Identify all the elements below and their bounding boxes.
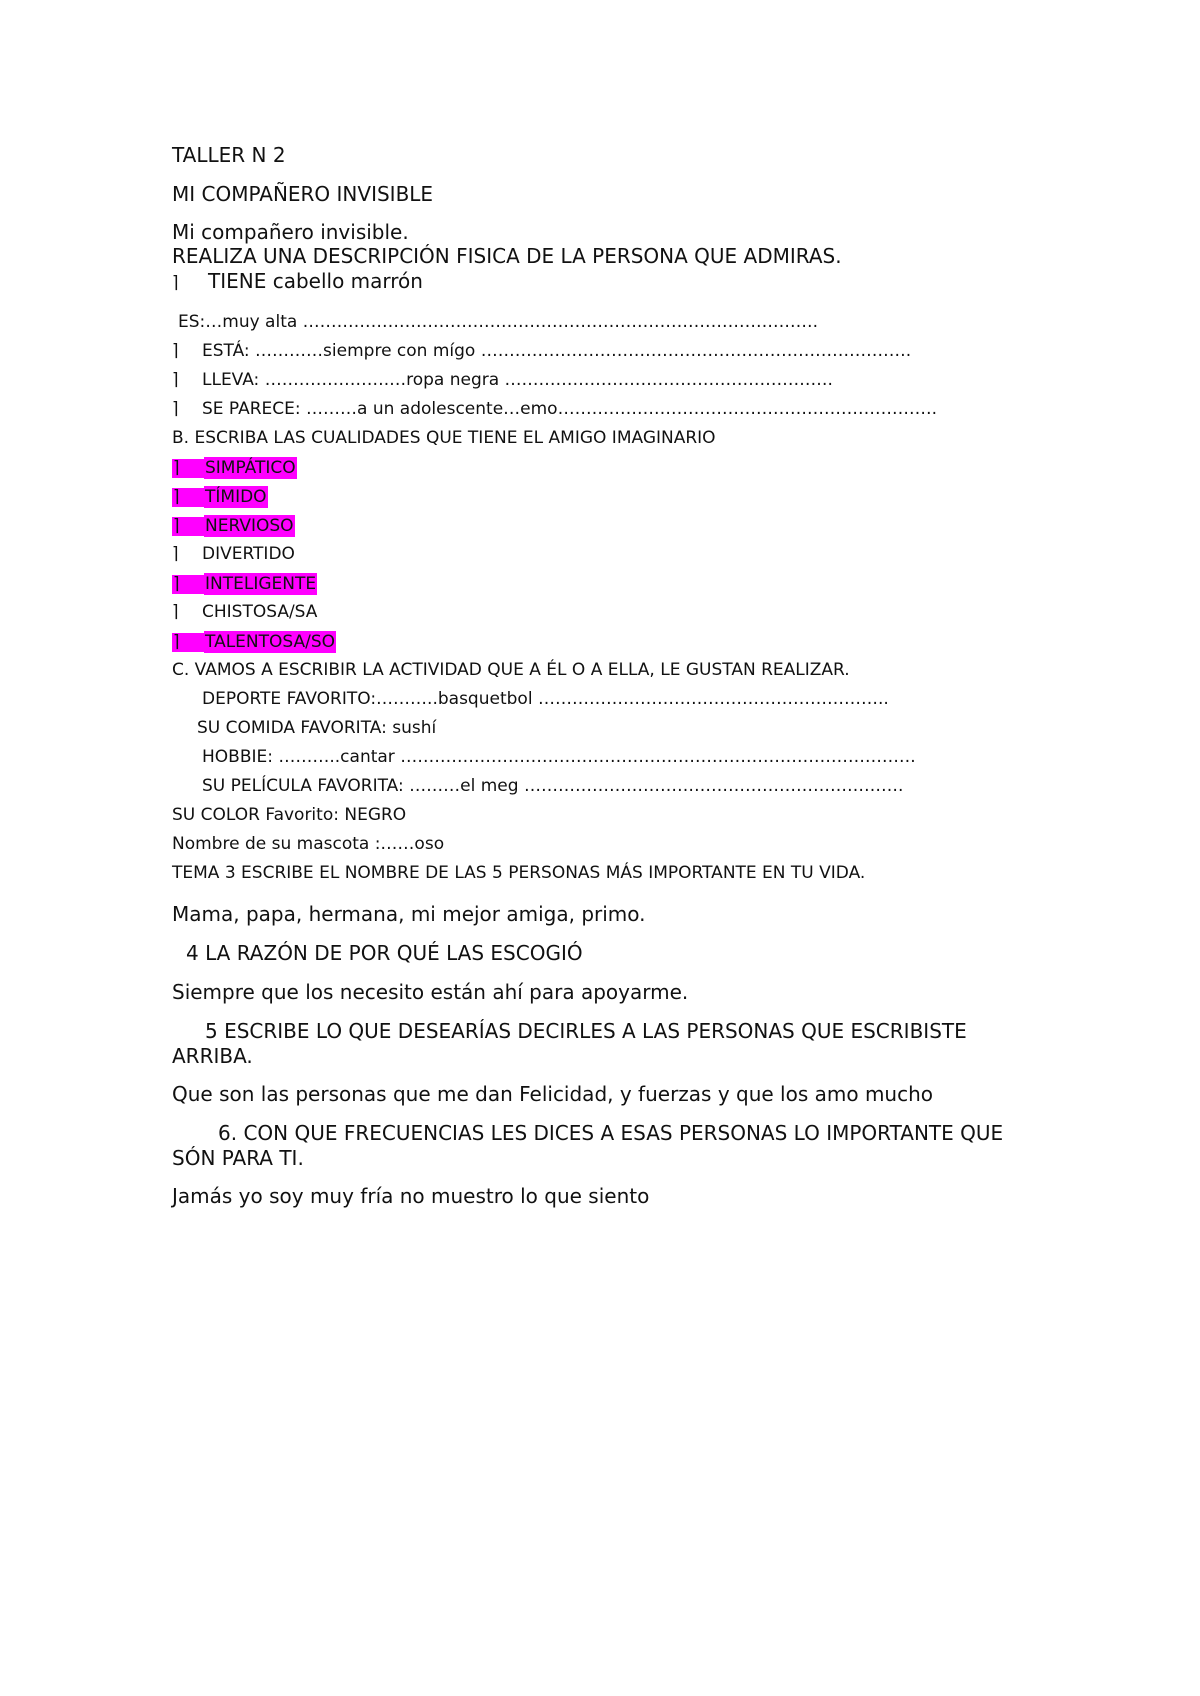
comida-line: SU COMIDA FAVORITA: sushí (197, 718, 437, 738)
bullet-icon: ⌉ (172, 488, 204, 507)
hobbie-line: HOBBIE: ………..cantar ………………………………………………………………………………. (202, 747, 916, 767)
pelicula-line: SU PELÍCULA FAVORITA: ………el meg …………………………………………………………. (202, 776, 904, 796)
esta-item (172, 343, 911, 360)
doc-subtitle: MI COMPAÑERO INVISIBLE (172, 182, 434, 206)
quality-item (172, 604, 317, 621)
tiene-item (172, 271, 423, 292)
lleva-text: LLEVA: ………………….…ropa negra …………………………………………………. (202, 370, 833, 390)
question5-line1: 5 ESCRIBE LO QUE DESEARÍAS DECIRLES A LAS PERSONAS QUE ESCRIBISTE (205, 1019, 967, 1043)
bullet-icon: ⌉ (172, 544, 179, 564)
quality-item (172, 488, 268, 507)
question6-line2: SÓN PARA TI. (172, 1146, 304, 1170)
es-line: ES:…muy alta ………………………………………………………………………………. (178, 312, 819, 332)
tiene-text: TIENE cabello marrón (208, 269, 423, 293)
quality-item (172, 517, 295, 536)
tema3-heading: TEMA 3 ESCRIBE EL NOMBRE DE LAS 5 PERSONAS MÁS IMPORTANTE EN TU VIDA. (172, 863, 866, 883)
bullet-icon: ⌉ (172, 399, 179, 419)
lleva-item (172, 372, 833, 389)
color-line: SU COLOR Favorito: NEGRO (172, 805, 407, 825)
answer4-line: Siempre que los necesito están ahí para apoyarme. (172, 980, 689, 1004)
quality-label: TALENTOSA/SO (205, 632, 336, 652)
answer6-line: Jamás yo soy muy fría no muestro lo que siento (172, 1184, 650, 1208)
quality-label: DIVERTIDO (202, 544, 295, 564)
quality-label: SIMPÁTICO (205, 458, 296, 478)
deporte-line: DEPORTE FAVORITO:………..basquetbol …………………………………………………….. (202, 689, 889, 709)
parece-text: SE PARECE: ………a un adolescente…emo…………………………………………………………. (202, 399, 937, 419)
mascota-line: Nombre de su mascota :……oso (172, 834, 445, 854)
esta-text: ESTÁ: …………siempre con mígo …………………………………………………………………. (202, 341, 912, 361)
quality-label: INTELIGENTE (205, 574, 317, 594)
question6-line1: 6. CON QUE FRECUENCIAS LES DICES A ESAS PERSONAS LO IMPORTANTE QUE (218, 1121, 1004, 1145)
quality-item (172, 459, 297, 478)
intro-line: Mi compañero invisible. (172, 220, 409, 244)
quality-label: TÍMIDO (205, 487, 267, 507)
bullet-icon: ⌉ (172, 341, 179, 361)
quality-label: NERVIOSO (205, 516, 294, 536)
quality-item (172, 633, 336, 652)
bullet-icon: ⌉ (172, 575, 204, 594)
answer5-line: Que son las personas que me dan Felicidad, y fuerzas y que los amo mucho (172, 1082, 934, 1106)
answer3-line: Mama, papa, hermana, mi mejor amiga, primo. (172, 902, 646, 926)
parece-item (172, 401, 937, 418)
section-b-heading: B. ESCRIBA LAS CUALIDADES QUE TIENE EL AMIGO IMAGINARIO (172, 428, 716, 448)
bullet-icon: ⌉ (172, 633, 204, 652)
bullet-icon: ⌉ (172, 273, 179, 293)
quality-item (172, 546, 295, 563)
question4-line: 4 LA RAZÓN DE POR QUÉ LAS ESCOGIÓ (186, 941, 583, 965)
quality-label: CHISTOSA/SA (202, 602, 318, 622)
section-c-heading: C. VAMOS A ESCRIBIR LA ACTIVIDAD QUE A ÉL O A ELLA, LE GUSTAN REALIZAR. (172, 660, 850, 680)
bullet-icon: ⌉ (172, 459, 204, 478)
doc-title: TALLER N 2 (172, 143, 286, 167)
bullet-icon: ⌉ (172, 370, 179, 390)
bullet-icon: ⌉ (172, 517, 204, 536)
question5-line2: ARRIBA. (172, 1044, 253, 1068)
instruction-line: REALIZA UNA DESCRIPCIÓN FISICA DE LA PERSONA QUE ADMIRAS. (172, 244, 842, 268)
bullet-icon: ⌉ (172, 602, 179, 622)
quality-item (172, 575, 317, 594)
